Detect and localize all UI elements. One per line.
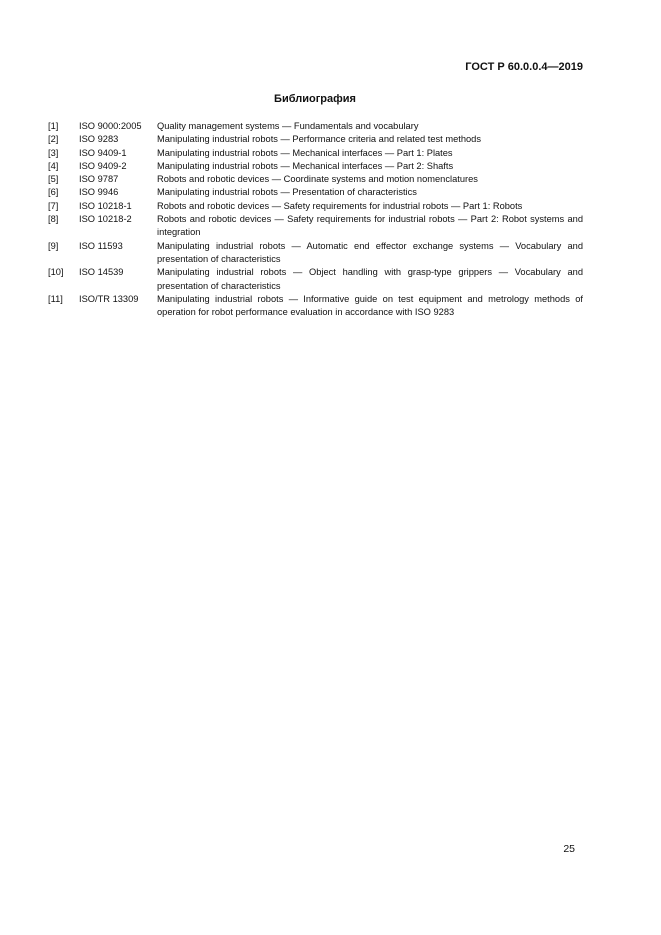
bibliography-entry — [48, 293, 583, 320]
entry-code: ISO 9409-1 — [79, 147, 127, 158]
entry-text: Robots and robotic devices — Safety requirements for industrial robots — Part 2: Robot systems and integration — [157, 214, 583, 238]
entry-code: ISO 9409-2 — [79, 160, 127, 171]
entry-text: Manipulating industrial robots — Presentation of characteristics — [157, 187, 417, 198]
bibliography-entry — [48, 147, 583, 160]
entry-code: ISO 9000:2005 — [79, 121, 142, 131]
entry-number: [6] — [48, 187, 59, 198]
page-number: 25 — [563, 843, 575, 855]
bibliography-entry — [48, 213, 583, 240]
entry-text: Manipulating industrial robots — Object handling with grasp-type grippers — Vocabulary and presentation of characteristics — [157, 267, 583, 291]
bibliography-entry — [48, 120, 583, 133]
entry-text: Robots and robotic devices — Coordinate systems and motion nomenclatures — [157, 174, 478, 185]
entry-number: [4] — [48, 160, 59, 171]
entry-number: [10] — [48, 267, 64, 278]
bibliography-entry — [48, 160, 583, 173]
bibliography-entry — [48, 266, 583, 293]
entry-code: ISO/TR 13309 — [79, 293, 139, 304]
entry-number: [3] — [48, 147, 59, 158]
bibliography-entry — [48, 240, 583, 267]
entry-number: [7] — [48, 200, 59, 211]
entry-text: Manipulating industrial robots — Informative guide on test equipment and metrology methods of operation for robot performance evaluation in accordance with ISO 9283 — [157, 293, 583, 318]
entry-code: ISO 9946 — [79, 187, 119, 198]
entry-number: [2] — [48, 134, 59, 145]
entry-code: ISO 11593 — [79, 240, 123, 251]
entry-number: [9] — [48, 240, 59, 251]
bibliography-list — [48, 120, 583, 319]
entry-text: Quality management systems — Fundamentals and vocabulary — [157, 121, 419, 131]
entry-text: Manipulating industrial robots — Performance criteria and related test methods — [157, 134, 482, 145]
entry-code: ISO 10218-2 — [79, 214, 132, 225]
entry-text: Manipulating industrial robots — Mechanical interfaces — Part 1: Plates — [157, 147, 453, 158]
bibliography-entry — [48, 133, 583, 146]
entry-code: ISO 14539 — [79, 267, 124, 278]
bibliography-entry — [48, 173, 583, 186]
entry-number: [5] — [48, 174, 59, 185]
entry-number: [11] — [48, 293, 63, 304]
entry-text: Manipulating industrial robots — Mechanical interfaces — Part 2: Shafts — [157, 160, 454, 171]
entry-number: [8] — [48, 214, 59, 225]
entry-number: [1] — [48, 121, 59, 131]
document-header: ГОСТ Р 60.0.0.4—2019 — [465, 61, 583, 73]
entry-text: Manipulating industrial robots — Automatic end effector exchange systems — Vocabulary and presentation of characteristics — [157, 240, 583, 264]
section-title: Библиография — [274, 93, 356, 105]
bibliography-entry — [48, 186, 583, 199]
entry-code: ISO 10218-1 — [79, 200, 132, 211]
entry-text: Robots and robotic devices — Safety requirements for industrial robots — Part 1: Robots — [157, 200, 523, 211]
bibliography-entry — [48, 200, 583, 213]
entry-code: ISO 9283 — [79, 134, 119, 145]
entry-code: ISO 9787 — [79, 174, 119, 185]
